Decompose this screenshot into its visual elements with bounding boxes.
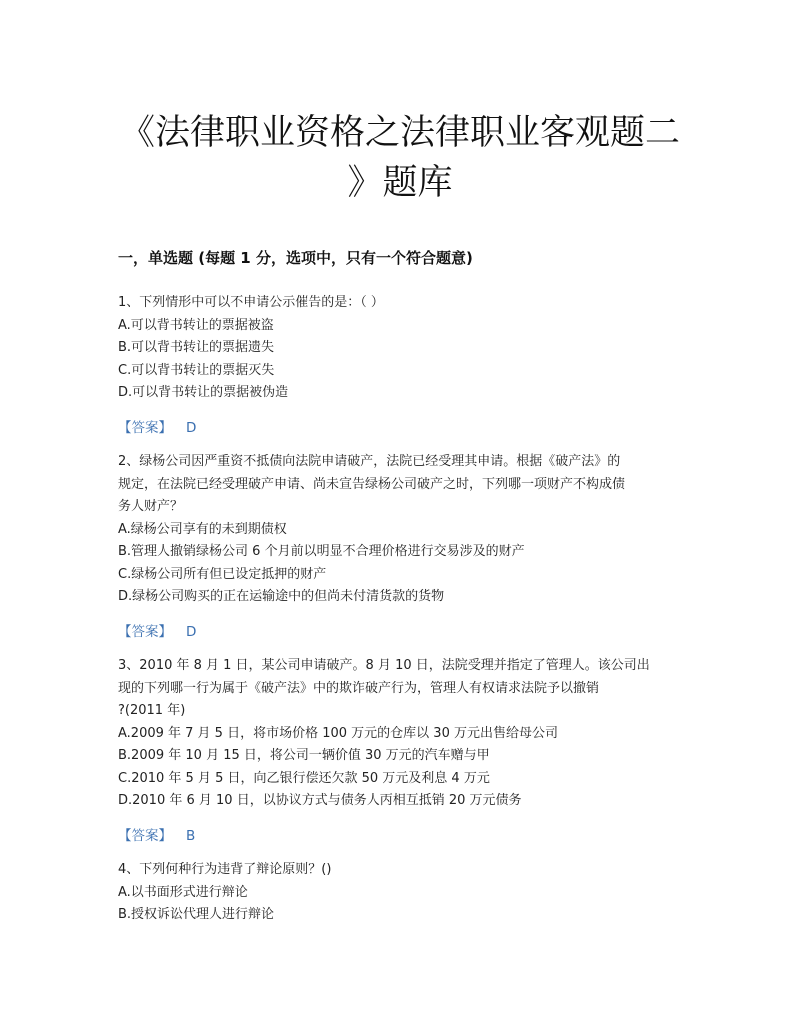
title-line-2: 》题库: [347, 163, 453, 203]
section-heading: 一，单选题 (每题 1 分，选项中，只有一个符合题意): [118, 249, 473, 267]
answer-option: A.可以背书转让的票据被盗: [118, 317, 274, 333]
answer-option: D.绿杨公司购买的正在运输途中的但尚未付清货款的货物: [118, 589, 445, 604]
answer-option: C.绿杨公司所有但已设定抵押的财产: [118, 566, 327, 582]
answer-option: A.2009 年 7 月 5 日，将市场价格 100 万元的仓库以 30 万元出售给母公司: [118, 725, 558, 741]
answer-value: D: [186, 419, 197, 436]
answer-value: B: [186, 827, 196, 844]
answer-row: [118, 621, 688, 644]
answer-option: C.可以背书转让的票据灭失: [118, 362, 275, 378]
answer-label: 【答案】: [118, 419, 172, 436]
answer-label: 【答案】: [118, 623, 172, 640]
title-line-1: 《法律职业资格之法律职业客观题二: [119, 113, 680, 153]
question-list: [118, 292, 688, 927]
answer-option: B.2009 年 10 月 15 日，将公司一辆价值 30 万元的汽车赠与甲: [118, 748, 490, 763]
question-stem-line: 4、下列何种行为违背了辩论原则？(): [118, 862, 332, 877]
question-stem-line: 现的下列哪一行为属于《破产法》中的欺诈破产行为，管理人有权请求法院予以撤销: [118, 680, 600, 696]
answer-option: A.以书面形式进行辩论: [118, 884, 248, 900]
answer-option: C.2010 年 5 月 5 日，向乙银行偿还欠款 50 万元及利息 4 万元: [118, 770, 490, 786]
answer-value: D: [186, 623, 197, 640]
question-4: [118, 859, 688, 927]
question-stem-line: 务人财产？: [118, 499, 184, 514]
answer-option: A.绿杨公司享有的未到期债权: [118, 521, 287, 537]
answer-option: D.可以背书转让的票据被伪造: [118, 385, 289, 400]
answer-option: B.可以背书转让的票据遗失: [118, 340, 275, 355]
question-3: [118, 655, 688, 847]
answer-option: B.授权诉讼代理人进行辩论: [118, 907, 275, 922]
answer-option: B.管理人撤销绿杨公司 6 个月前以明显不合理价格进行交易涉及的财产: [118, 544, 525, 559]
answer-option: D.2010 年 6 月 10 日，以协议方式与债务人丙相互抵销 20 万元债务: [118, 793, 522, 808]
answer-row: [118, 825, 688, 848]
answer-row: [118, 417, 688, 440]
question-stem-line: ?(2011 年): [118, 703, 186, 718]
answer-label: 【答案】: [118, 827, 172, 844]
question-stem-line: 2、绿杨公司因严重资不抵债向法院申请破产，法院已经受理其申请。根据《破产法》的: [118, 454, 621, 469]
document-title: [100, 108, 700, 208]
question-stem-line: 3、2010 年 8 月 1 日，某公司申请破产。8 月 10 日，法院受理并指定了管理人。该公司出: [118, 658, 650, 673]
question-2: [118, 451, 688, 643]
question-stem-line: 1、下列情形中可以不申请公示催告的是：（ ）: [118, 295, 384, 310]
question-stem-line: 规定，在法院已经受理破产申请、尚未宣告绿杨公司破产之时，下列哪一项财产不构成债: [118, 476, 626, 492]
question-1: [118, 292, 688, 439]
